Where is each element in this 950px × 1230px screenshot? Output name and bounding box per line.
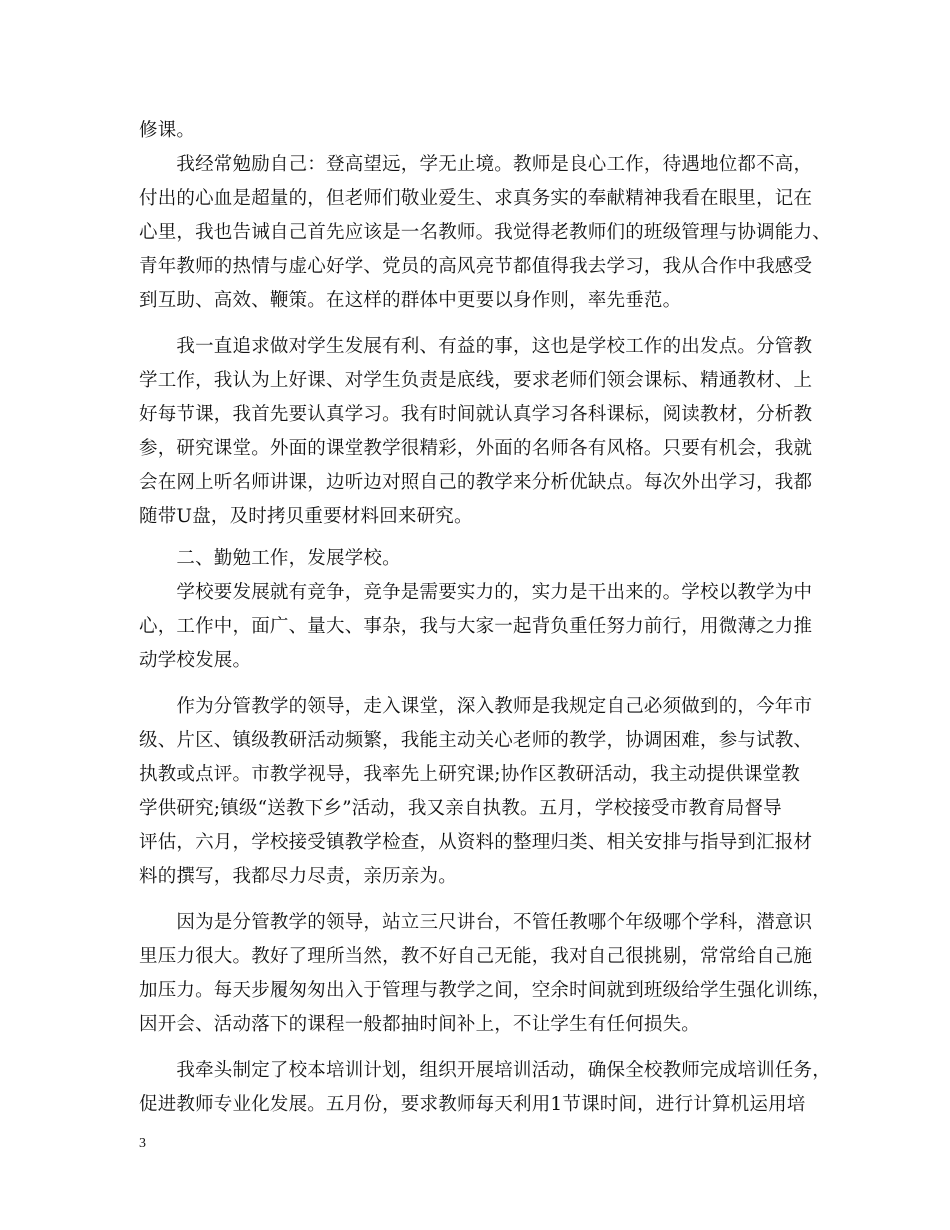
- text-line: 因为是分管教学的领导，站立三尺讲台，不管任教哪个年级哪个学科，潜意识: [139, 912, 813, 933]
- text-line: 学校要发展就有竞争，竞争是需要实力的，实力是干出来的。学校以教学为中: [139, 582, 813, 603]
- text-line: 到互助、高效、鞭策。在这样的群体中更要以身作则，率先垂范。: [139, 290, 682, 311]
- text-line: 评估，六月，学校接受镇教学检查，从资料的整理归类、相关安排与指导到汇报材: [139, 832, 813, 853]
- text-line: 我经常勉励自己：登高望远，学无止境。教师是良心工作，待遇地位都不高，: [139, 154, 813, 175]
- text-line: 作为分管教学的领导，走入课堂，深入教师是我规定自己必须做到的，今年市: [139, 696, 813, 717]
- text-line: 料的撰写，我都尽力尽责，亲历亲为。: [139, 866, 457, 887]
- text-line: 参，研究课堂。外面的课堂教学很精彩，外面的名师各有风格。只要有机会，我就: [139, 438, 813, 459]
- text-line: 我一直追求做对学生发展有利、有益的事，这也是学校工作的出发点。分管教: [139, 336, 813, 357]
- text-line: 心，工作中，面广、量大、事杂，我与大家一起背负重任努力前行，用微薄之力推: [139, 616, 813, 637]
- text-line: 促进教师专业化发展。五月份，要求教师每天利用1节课时间，进行计算机运用培: [139, 1094, 806, 1115]
- text-line: 随带U盘，及时拷贝重要材料回来研究。: [139, 506, 473, 527]
- text-line: 里压力很大。教好了理所当然，教不好自己无能，我对自己很挑剔，常常给自己施: [139, 946, 813, 967]
- text-line: 级、片区、镇级教研活动频繁，我能主动关心老师的教学，协调困难，参与试教、: [139, 730, 813, 751]
- text-line: 学供研究;镇级“送教下乡”活动，我又亲自执教。五月，学校接受市教育局督导: [139, 798, 782, 819]
- text-line: 付出的心血是超量的，但老师们敬业爱生、求真务实的奉献精神我看在眼里，记在: [139, 188, 813, 209]
- text-line: 青年教师的热情与虚心好学、党员的高风亮节都值得我去学习，我从合作中我感受: [139, 256, 813, 277]
- text-line: 执教或点评。市教学视导，我率先上研究课;协作区教研活动，我主动提供课堂教: [139, 764, 800, 785]
- text-line: 学工作，我认为上好课、对学生负责是底线，要求老师们领会课标、精通教材、上: [139, 370, 813, 391]
- text-line: 加压力。每天步履匆匆出入于管理与教学之间，空余时间就到班级给学生强化训练，: [139, 980, 831, 1001]
- text-line: 会在网上听名师讲课，边听边对照自己的教学来分析优缺点。每次外出学习，我都: [139, 472, 813, 493]
- text-line: 我牵头制定了校本培训计划，组织开展培训活动，确保全校教师完成培训任务，: [139, 1060, 831, 1081]
- text-line: 好每节课，我首先要认真学习。我有时间就认真学习各科课标，阅读教材，分析教: [139, 404, 813, 425]
- page-number: 3: [139, 1136, 146, 1151]
- text-line: 动学校发展。: [139, 650, 252, 671]
- text-line: 心里，我也告诫自己首先应该是一名教师。我觉得老教师们的班级管理与协调能力、: [139, 222, 831, 243]
- section-heading: 二、勤勉工作，发展学校。: [139, 548, 401, 569]
- text-line: 因开会、活动落下的课程一般都抽时间补上，不让学生有任何损失。: [139, 1014, 701, 1035]
- text-line: 修课。: [139, 120, 196, 141]
